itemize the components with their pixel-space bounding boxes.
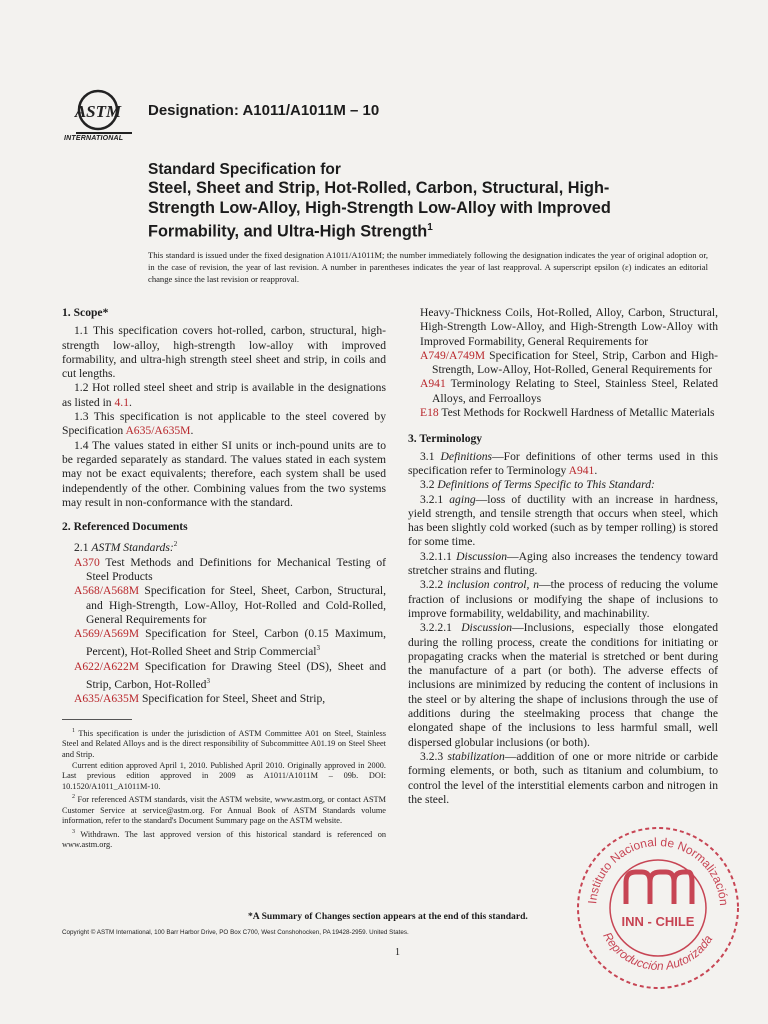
link-a635[interactable]: A635/A635M (125, 424, 191, 438)
ref-a635-cont: Heavy-Thickness Coils, Hot-Rolled, Alloy, Carbon, Structural, High-Strength Low-Alloy, and High-Strength Low-Alloy with Improved Formability, General Requirements for (420, 306, 718, 348)
left-column (62, 306, 386, 706)
ref-a569-sup: 3 (316, 644, 321, 653)
footnote-rule (62, 719, 132, 720)
ref-a568-text: Specification for Steel, Sheet, Carbon, Structural, and High-Strength, Low-Alloy, Hot-Rolled and Cold-Rolled, General Requirements for (86, 584, 386, 626)
title-pre: Standard Specification for (148, 161, 341, 178)
scope-1-3: 1.3 This specification is not applicable to the steel covered by Specification (62, 410, 386, 438)
term-3-2-1-num: 3.2.1 (420, 492, 450, 506)
term-3-1-text: —For definitions of other terms used in this specification refer to Terminology (408, 449, 718, 477)
footnotes: $^1$ This specification is under the jurisdiction of ASTM Committee A01 on Steel, Stainless Steel and Related Alloys and is the direct responsibility of Subcommittee A01.19 on Steel Sheet and Strip. Current edition approved April 1, 2010. Published April 2010. Originally approved in 2000. Last previous edition approved in 2009 as A1011/A1011M – 09b. DOI: 10.1520/A1011_A1011M-10. $^2$ For referenced ASTM standards, visit the ASTM website, www.astm.org, or contact ASTM Customer Service at service@astm.org. For Annual Book of ASTM Standards volume information, refer to the standard's Document Summary page on the ASTM website. $^3$ Withdrawn. The last approved version of this historical standard is referenced on www.astm.org. (62, 728, 386, 850)
term-3-2-2-1-num: 3.2.2.1 (420, 621, 462, 635)
document-title (148, 160, 708, 242)
scope-1-2: 1.2 Hot rolled steel sheet and strip is available in the designations as listed in (62, 381, 386, 409)
footnote-2: For referenced ASTM standards, visit the ASTM website, www.astm.org, or contact ASTM Customer Service at service@astm.org. For Annual Book of ASTM Standards volume information, refer to the standard's Document Summary page on the ASTM website. (62, 795, 386, 826)
svg-text:ASTM: ASTM (74, 102, 122, 121)
footnote-3: Withdrawn. The last approved version of this historical standard is referenced on www.astm.org. (62, 829, 386, 850)
scope-1-2-end: . (129, 395, 132, 409)
term-3-2-1-label: aging (449, 492, 476, 506)
term-3-2-3-num: 3.2.3 (420, 749, 448, 763)
scope-1-1: 1.1 This specification covers hot-rolled, carbon, structural, high-strength low-alloy, high-strength low-alloy with improved formability, and ultra-high strength steel sheet and strip, in coils and cut lengths. (62, 324, 386, 381)
ref-a370[interactable]: A370 (74, 555, 100, 569)
term-3-2-3-text: —addition of one or more nitride or carbide forming elements, or both, such as titanium and columbium, to control the level of the interstitial elements carbon and nitrogen in the steel. (408, 749, 718, 806)
astm-logo-sub: INTERNATIONAL (64, 135, 124, 142)
ref-a622-text: Specification for Drawing Steel (DS), Sheet and Strip, Carbon, Hot-Rolled (86, 659, 386, 691)
page-number: 1 (395, 947, 400, 958)
authorization-stamp (568, 808, 748, 1008)
ref-e18-text: Test Methods for Rockwell Hardness of Metallic Materials (438, 406, 715, 420)
refs-sub-num: 2.1 (74, 541, 92, 555)
term-3-2-2-1-label: Discussion (461, 621, 513, 635)
footnote-1b: Current edition approved April 1, 2010. Published April 2010. Originally approved in 2000. Last previous edition approved in 2009 as A1011/A1011M – 09b. DOI: 10.1520/A1011_A1011M-10. (62, 760, 386, 791)
ref-a749[interactable]: A749/A749M (420, 348, 486, 362)
ref-a569-text: Specification for Steel, Carbon (0.15 Maximum, Percent), Hot-Rolled Sheet and Strip Commercial (86, 627, 386, 659)
refs-sub-title: ASTM Standards: (91, 541, 174, 555)
title-line1: Steel, Sheet and Strip, Hot-Rolled, Carbon, Structural, High- (148, 179, 610, 197)
refs-sub-sup: 2 (173, 540, 178, 549)
summary-note: *A Summary of Changes section appears at the end of this standard. (248, 911, 528, 922)
term-3-2-1-1-text: —Aging also increases the tendency toward stretcher strains and fluting. (408, 549, 719, 578)
copyright: Copyright © ASTM International, 100 Barr Harbor Drive, PO Box C700, West Conshohocken, PA 19428-2959. United States. (62, 929, 409, 936)
term-3-2-2-num: 3.2.2 (420, 578, 448, 592)
ref-a941-text: Terminology Relating to Steel, Stainless Steel, Related Alloys, and Ferroalloys (432, 377, 718, 405)
scope-1-4: 1.4 The values stated in either SI units or inch-pound units are to be regarded separately as standard. The values stated in each system may not be exact equivalents; therefore, each system shall be used independently of the other. Combining values from the two systems may result in non-conformance with the standard. (62, 438, 386, 509)
ref-a635-text: Specification for Steel, Sheet and Strip, (139, 692, 326, 705)
title-sup: 1 (427, 222, 433, 233)
term-3-1-end: . (594, 463, 598, 477)
term-3-2-3-label: stabilization (447, 749, 505, 763)
refs-heading: 2. Referenced Documents (62, 520, 188, 534)
ref-a941[interactable]: A941 (420, 377, 446, 391)
ref-a569[interactable]: A569/A569M (74, 627, 140, 641)
term-3-2-2-1-text: —Inclusions, especially those elongated during the rolling process, create the conditions for initiating or propagating cracks when the material is stretched or bent during the manufacture of a part (or both). The adverse effects of inclusions are minimized by reducing the content of inclusions in the steel or by altering the shape of inclusions through the use of additions during the steelmaking process that change the elongated shape of the inclusions to less harmful small, well dispersed globular inclusions (or both). (408, 621, 719, 749)
astm-logo (62, 88, 142, 148)
stamp-outer-text: Instituto Nacional de Normalización (585, 834, 732, 907)
scope-heading: 1. Scope* (62, 306, 109, 319)
title-line2: Strength Low-Alloy, High-Strength Low-Alloy with Improved (148, 198, 611, 217)
ref-a622-sup: 3 (206, 676, 210, 685)
ref-e18[interactable]: E18 (420, 406, 439, 420)
term-3-2-2-label: inclusion control, n (447, 578, 540, 592)
link-a941[interactable]: A941 (568, 463, 595, 477)
stamp-bottom-text: Reproducción Autorizada (600, 929, 716, 974)
terminology-heading: 3. Terminology (408, 432, 483, 446)
term-3-2-1-text: —loss of ductility with an increase in hardness, yield strength, and tensile strength that occurs when steel, which has been slightly cold worked (such as by temper rolling) is stored for some time. (408, 492, 718, 549)
designation: Designation: A1011/A1011M – 10 (148, 102, 380, 119)
term-3-1-label: Definitions (440, 449, 493, 463)
scope-1-3-end: . (190, 424, 194, 438)
term-3-2-1-1-num: 3.2.1.1 (420, 549, 457, 563)
stamp-emblem-icon (626, 872, 692, 904)
term-3-2-2-text: —the process of reducing the volume fraction of inclusions or modifying the shape of inclusions to improve formability, weldability, and machinability. (408, 578, 718, 620)
ref-a622[interactable]: A622/A622M (74, 659, 140, 673)
term-3-2-1-1-label: Discussion (456, 549, 507, 563)
ref-a568[interactable]: A568/A568M (74, 584, 140, 598)
right-column (408, 306, 718, 807)
ref-a635[interactable]: A635/A635M (74, 692, 140, 705)
ref-a370-text: Test Methods and Definitions for Mechanical Testing of Steel Products (86, 555, 386, 583)
link-4-1[interactable]: 4.1 (114, 395, 129, 409)
ref-a749-text: Specification for Steel, Strip, Carbon and High-Strength, Low-Alloy, Hot-Rolled, General Requirements for (432, 348, 718, 377)
stamp-inner-text: INN - CHILE (621, 914, 695, 929)
intro-paragraph: This standard is issued under the fixed designation A1011/A1011M; the number immediately following the designation indicates the year of original adoption or, in the case of revision, the year of last revision. A number in parentheses indicates the year of last reapproval. A superscript epsilon (ε) indicates an editorial change since the last revision or reapproval. (148, 250, 708, 284)
title-line3: Formability, and Ultra-High Strength (148, 222, 428, 241)
term-3-1-num: 3.1 (420, 449, 441, 463)
footnote-1: This specification is under the jurisdiction of ASTM Committee A01 on Steel, Stainless Steel and Related Alloys and is the direct responsibility of Subcommittee A01.19 on Steel Sheet and Strip. (62, 728, 386, 759)
term-3-2-label: Definitions of Terms Specific to This Standard: (437, 478, 655, 492)
term-3-2-num: 3.2 (420, 478, 438, 492)
